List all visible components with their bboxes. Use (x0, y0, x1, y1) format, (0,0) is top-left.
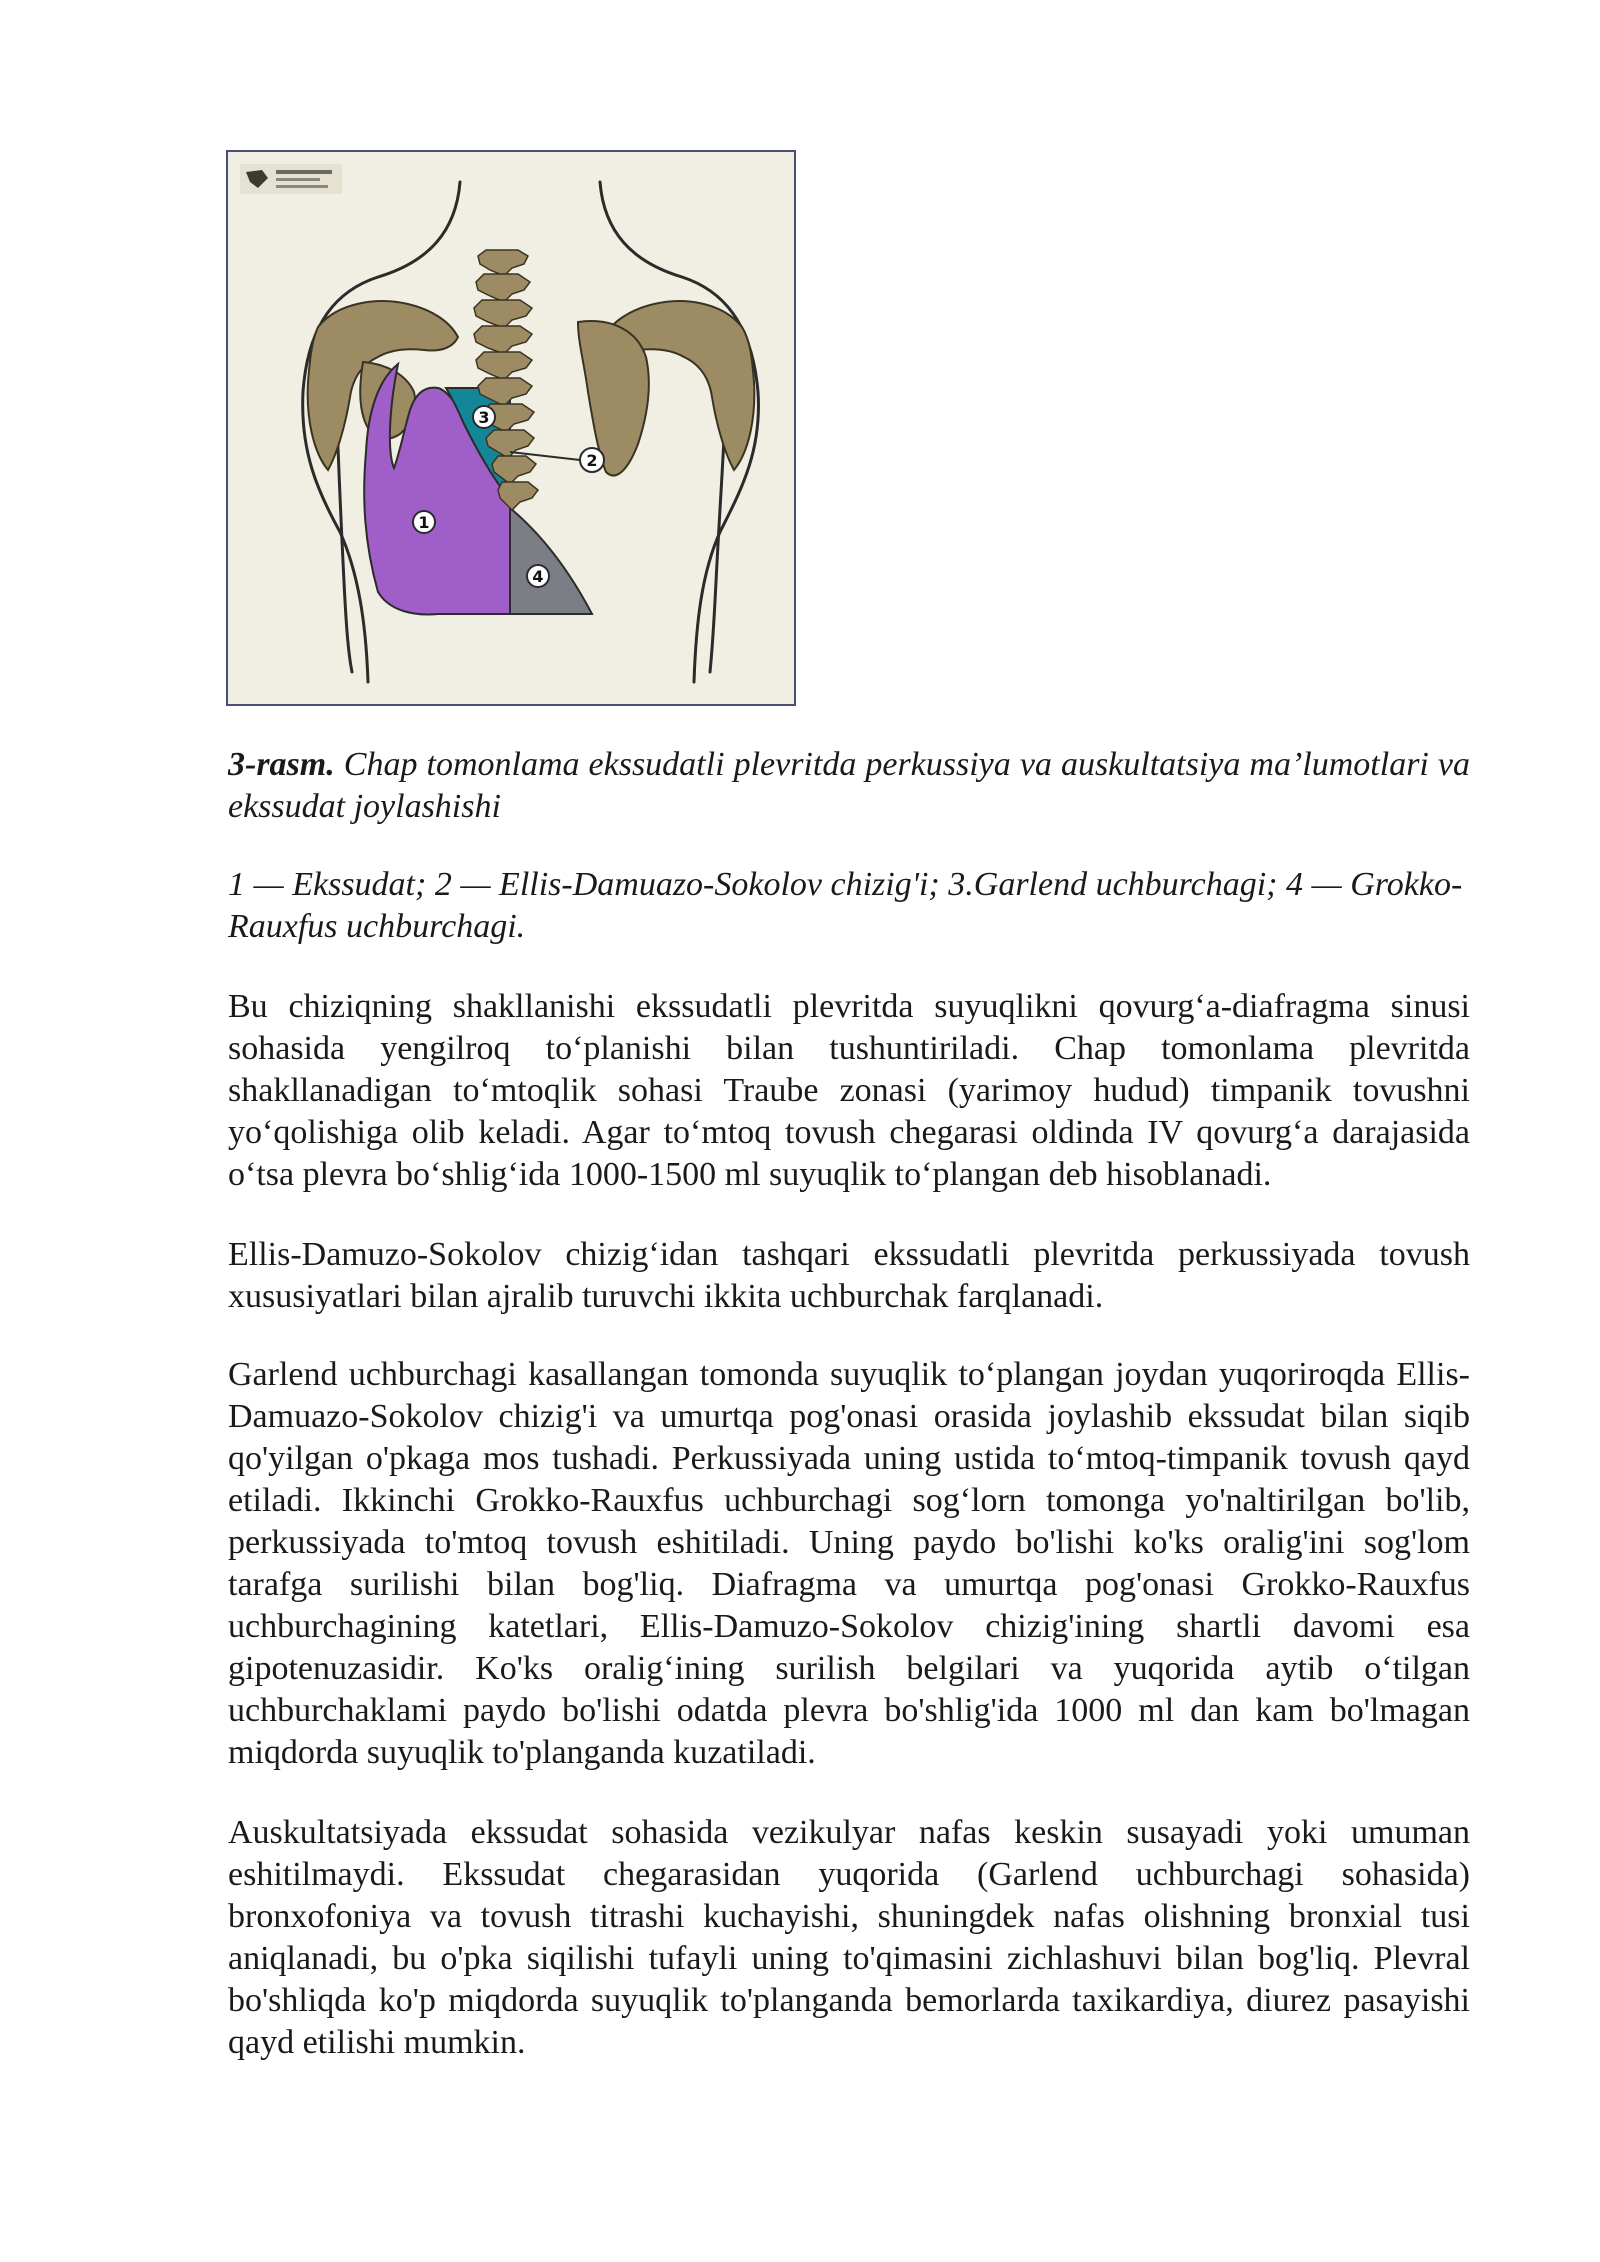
svg-text:1: 1 (418, 513, 430, 532)
body-paragraph: Auskultatsiyada ekssudat sohasida vezikulyar nafas keskin susayadi yoki umuman eshitilmaydi. Ekssudat chegarasidan yuqorida (Garlend uchburchagi sohasida) bronxofoniya va tovush titrashi kuchayishi, shuningdek nafas olishning bronxial tusi aniqlanadi, bu o'pka siqilishi tufayli uning to'qimasini zichlashuvi bilan bog'liq. Plevral bo'shliqda ko'p miqdorda suyuqlik to'planganda bemorlarda taxikardiya, diurez pasayishi qayd etilishi mumkin. (228, 1814, 1470, 2061)
marker-2 (580, 448, 604, 472)
svg-text:2: 2 (586, 451, 598, 470)
svg-text:4: 4 (532, 567, 544, 586)
body-paragraph: Garlend uchburchagi kasallangan tomonda suyuqlik to‘plangan joydan yuqoriroqda Ellis-Damuazo-Sokolov chizig'i va umurtqa pog'onasi orasida joylashib ekssudat bilan siqib qo'yilgan o'pkaga mos tushadi. Perkussiyada uning ustida to‘mtoq-timpanik tovush qayd etiladi. Ikkinchi Grokko-Rauxfus uchburchagi sog‘lorn tomonga yo'naltirilgan bo'lib, perkussiyada to'mtoq tovush eshitiladi. Uning paydo bo'lishi ko'ks oralig'ini sog'lom tarafga surilishi bilan bog'liq. Diafragma va umurtqa pog'onasi Grokko-Rauxfus uchburchagining katetlari, Ellis-Damuzo-Sokolov chizig'ining shartli davomi esa gipotenuzasidir. Ko'ks oralig‘ining surilish belgilari va yuqorida aytib o‘tilgan uchburchaklami paydo bo'lishi odatda plevra bo'shlig'ida 1000 ml dan kam bo'lmagan miqdorda suyuqlik to'planganda kuzatiladi. (228, 1356, 1470, 1771)
marker-4 (527, 565, 549, 587)
body-paragraph: Ellis-Damuzo-Sokolov chizig‘idan tashqari ekssudatli plevritda perkussiyada tovush xususiyatlari bilan ajralib turuvchi ikkita uchburchak farqlanadi. (228, 1236, 1470, 1315)
svg-text:3: 3 (478, 408, 490, 427)
thorax-diagram-figure (226, 150, 796, 706)
figure-legend: 1 — Ekssudat; 2 — Ellis-Damuazo-Sokolov chizig'i; 3.Garlend uchburchagi; 4 — Grokko-Rauxfus uchburchagi. (228, 866, 1463, 945)
thorax-diagram (228, 152, 794, 704)
figure-caption (228, 744, 1470, 828)
marker-3 (473, 406, 495, 428)
marker-1 (413, 511, 435, 533)
caption-text: Chap tomonlama ekssudatli plevritda perkussiya va auskultatsiya ma’lumotlari va ekssudat joylashishi (228, 746, 1470, 825)
publisher-logo (240, 164, 342, 194)
grocco-triangle (510, 508, 592, 614)
caption-label: 3-rasm. (228, 746, 335, 783)
body-paragraph: Bu chiziqning shakllanishi ekssudatli plevritda suyuqlikni qovurg‘a-diafragma sinusi sohasida yengilroq to‘planishi bilan tushuntiriladi. Chap tomonlama plevritda shakllanadigan to‘mtoqlik sohasi Traube zonasi (yarimoy hudud) timpanik tovushni yo‘qolishiga olib keladi. Agar to‘mtoq tovush chegarasi oldinda IV qovurg‘a darajasida o‘tsa plevra bo‘shlig‘ida 1000-1500 ml suyuqlik to‘plangan deb hisoblanadi. (228, 988, 1470, 1193)
